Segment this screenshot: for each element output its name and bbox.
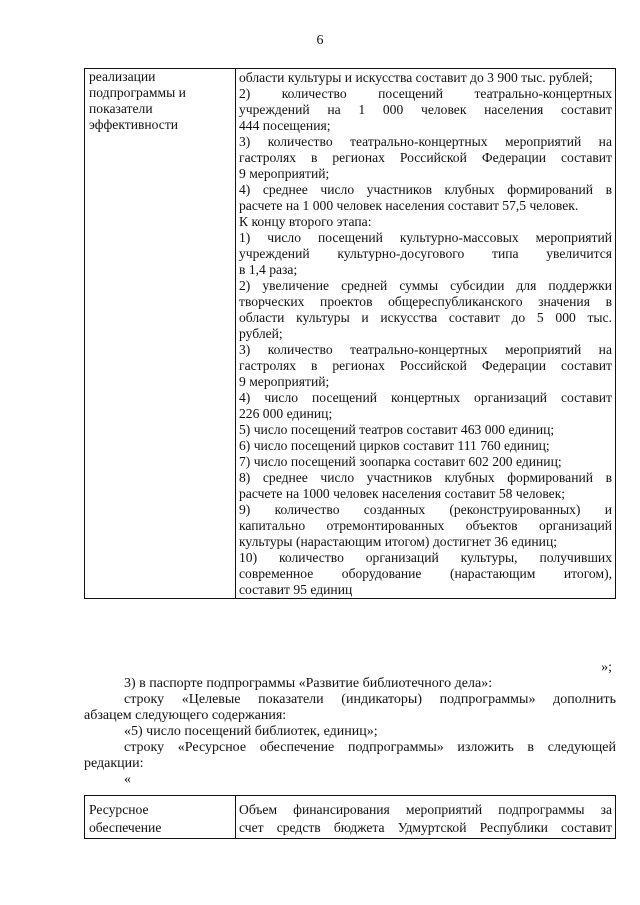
body-line: строку «Целевые показатели (индикаторы) подпрограммы» дополнить [124,692,616,707]
indicators-table [84,68,616,599]
table-label-cell [85,69,236,599]
table-row [85,796,616,839]
content-line: 226 000 единиц; [239,406,333,421]
row-label-line: Ресурсное [89,802,149,817]
closing-quote: »; [601,660,612,675]
content-line: 3) количество театрально-концертных мероприятий на [239,134,612,149]
content-line: творческих проектов общереспубликанского значения в [239,294,612,309]
row-label-line: подпрограммы и [89,85,186,100]
body-line: строку «Ресурсное обеспечение подпрограммы» изложить в следующей [124,740,616,755]
table-content-cell [236,69,616,599]
row-label-line: обеспечение [89,820,162,835]
table-row [85,69,616,599]
body-line: абзацем следующего содержания: [84,708,287,723]
content-line: 9) количество созданных (реконструированных) и [239,502,612,517]
content-line: 6) число посещений цирков составит 111 760 единиц; [239,438,550,453]
body-line: редакции: [84,756,144,771]
content-line: 2) увеличение средней суммы субсидии для поддержки [239,278,612,293]
content-line: составит 95 единиц [239,582,353,597]
content-line: культуры (нарастающим итогом) достигнет 36 единиц; [239,534,557,549]
content-line: области культуры и искусства составит до 3 900 тыс. рублей; [239,70,593,85]
content-line: Объем финансирования мероприятий подпрограммы за [239,802,612,817]
content-line: расчете на 1000 человек населения составит 58 человек; [239,486,566,501]
content-line: 4) число посещений концертных организаций составит [239,390,612,405]
table-label-cell [85,796,236,839]
row-label-line: показатели [89,101,153,116]
body-line: « [124,772,131,787]
body-line: «5) число посещений библиотек, единиц»; [124,724,378,739]
content-line: 3) количество театрально-концертных мероприятий на [239,342,612,357]
content-line: в 1,4 раза; [239,262,298,277]
content-line: 444 посещения; [239,118,331,133]
content-line: 10) количество организаций культуры, получивших [239,550,612,565]
content-line: капитально отремонтированных объектов организаций [239,518,612,533]
table-content-cell [236,796,616,839]
content-line: учреждений на 1 000 человек населения составит [239,102,612,117]
row-label-line: реализации [89,69,156,84]
row-label-line: эффективности [89,117,179,132]
content-line: 5) число посещений театров составит 463 000 единиц; [239,422,555,437]
content-line: современное оборудование (нарастающим итогом), [239,566,612,581]
content-line: расчете на 1 000 человек населения составит 57,5 человек. [239,198,579,213]
content-line: 7) число посещений зоопарка составит 602 200 единиц; [239,454,562,469]
content-line: 9 мероприятий; [239,374,330,389]
content-line: 1) число посещений культурно-массовых мероприятий [239,230,612,245]
content-line: учреждений культурно-досугового типа увеличится [239,246,612,261]
content-line: 4) среднее число участников клубных формирований в [239,182,612,197]
content-line: К концу второго этапа: [239,214,372,229]
page-number: 6 [316,33,324,48]
body-line: 3) в паспорте подпрограммы «Развитие библиотечного дела»: [124,676,493,691]
resource-table [84,795,616,839]
content-line: 2) количество посещений театрально-концертных [239,86,612,101]
content-line: 9 мероприятий; [239,166,330,181]
amendment-text [84,676,616,788]
content-line: области культуры и искусства составит до 5 000 тыс. [239,310,612,325]
content-line: рублей; [239,326,283,341]
content-line: 8) среднее число участников клубных формирований в [239,470,612,485]
content-line: гастролях в регионах Российской Федерации составит [239,150,612,165]
content-line: гастролях в регионах Российской Федерации составит [239,358,612,373]
content-line: счет средств бюджета Удмуртской Республики составит [239,820,612,835]
